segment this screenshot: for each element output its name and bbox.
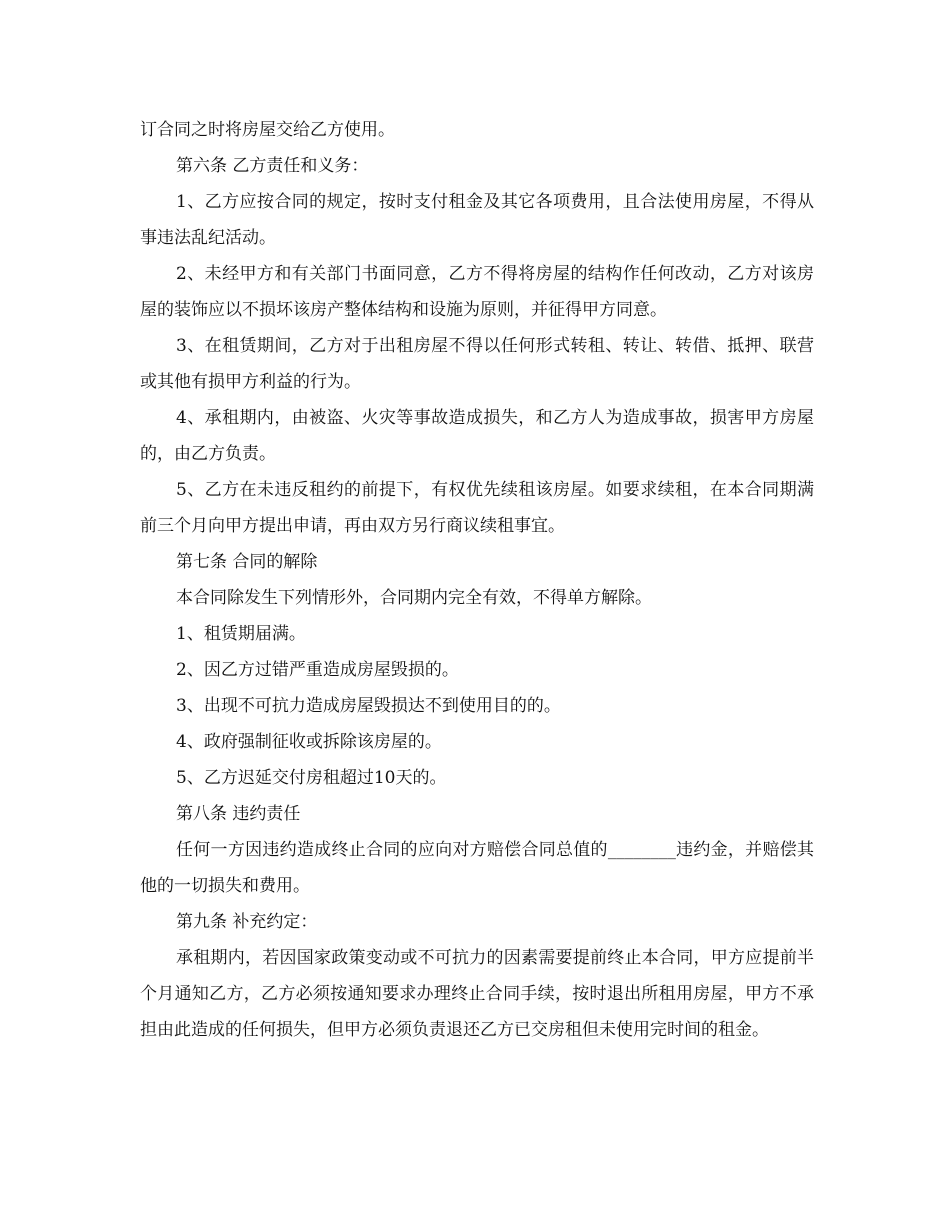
article-7-heading: 第七条 合同的解除	[176, 552, 318, 572]
article-7-item-5: 5、乙方迟延交付房租超过10天的。	[176, 768, 447, 788]
article-7-item-3: 3、出现不可抗力造成房屋毁损达不到使用目的的。	[176, 696, 561, 716]
article-8-heading: 第八条 违约责任	[176, 804, 301, 824]
article-6-item-5: 5、乙方在未违反租约的前提下，有权优先续租该房屋。如要求续租，在本合同期满前三个月向甲方提出申请，再由双方另行商议续租事宜。	[140, 480, 814, 536]
article-9-heading: 第九条 补充约定：	[176, 912, 318, 932]
article-6-item-4: 4、承租期内，由被盗、火灾等事故造成损失，和乙方人为造成事故，损害甲方房屋的，由乙方负责。	[140, 408, 814, 464]
contract-body	[140, 112, 814, 1048]
article-8-body: 任何一方因违约造成终止合同的应向对方赔偿合同总值的________违约金，并赔偿其他的一切损失和费用。	[140, 840, 814, 896]
article-6-heading: 第六条 乙方责任和义务：	[176, 156, 369, 176]
article-7-item-1: 1、租赁期届满。	[176, 624, 306, 644]
article-7-item-2: 2、因乙方过错严重造成房屋毁损的。	[176, 660, 459, 680]
paragraph-continuation: 订合同之时将房屋交给乙方使用。	[140, 120, 395, 140]
article-9-body: 承租期内，若因国家政策变动或不可抗力的因素需要提前终止本合同，甲方应提前半个月通知乙方，乙方必须按通知要求办理终止合同手续，按时退出所租用房屋，甲方不承担由此造成的任何损失，但甲方必须负责退还乙方已交房租但未使用完时间的租金。	[140, 948, 814, 1040]
article-6-item-3: 3、在租赁期间，乙方对于出租房屋不得以任何形式转租、转让、转借、抵押、联营或其他有损甲方利益的行为。	[140, 336, 814, 392]
article-7-intro: 本合同除发生下列情形外，合同期内完全有效，不得单方解除。	[176, 588, 652, 608]
article-6-item-2: 2、未经甲方和有关部门书面同意，乙方不得将房屋的结构作任何改动，乙方对该房屋的装饰应以不损坏该房产整体结构和设施为原则，并征得甲方同意。	[140, 264, 814, 320]
article-6-item-1: 1、乙方应按合同的规定，按时支付租金及其它各项费用，且合法使用房屋，不得从事违法乱纪活动。	[140, 192, 814, 248]
article-7-item-4: 4、政府强制征收或拆除该房屋的。	[176, 732, 442, 752]
